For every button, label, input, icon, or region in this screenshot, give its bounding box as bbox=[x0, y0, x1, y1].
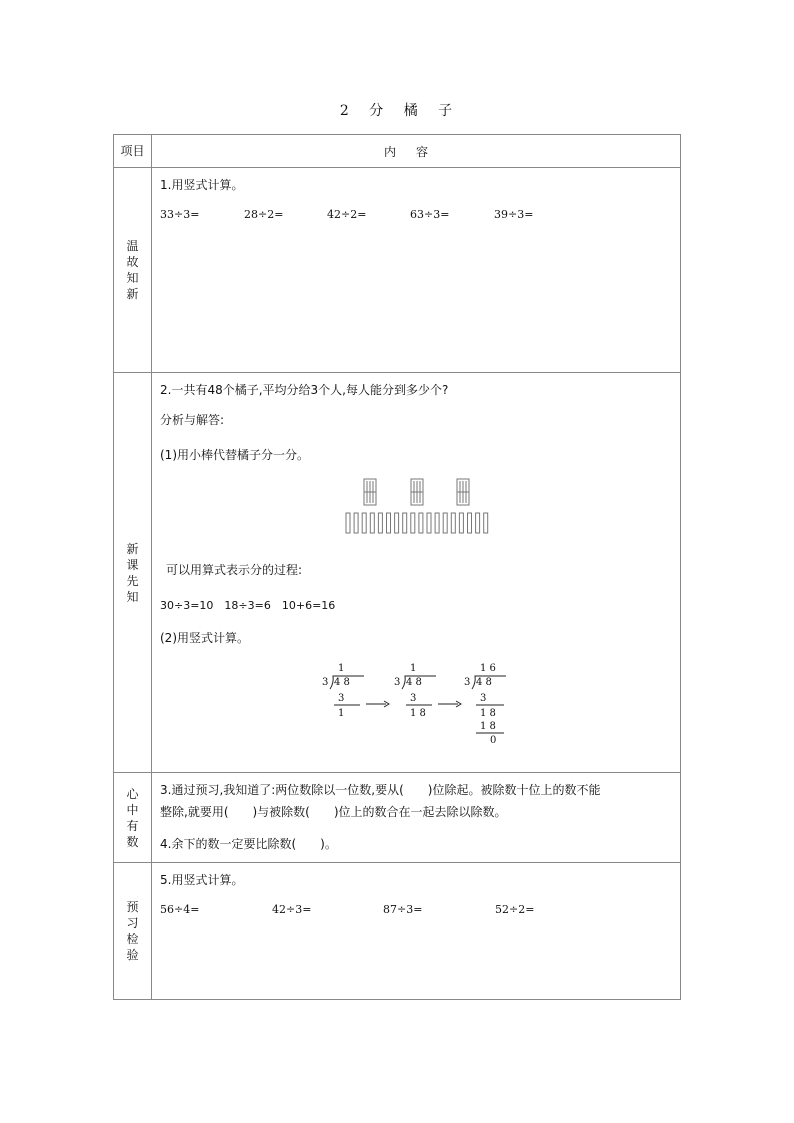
subtract: 3 bbox=[410, 693, 417, 704]
section-content bbox=[152, 863, 681, 1000]
header-content: 内容 bbox=[152, 135, 681, 168]
expr-1: 56÷4= bbox=[160, 903, 200, 916]
stick bbox=[362, 513, 366, 533]
step-1: (1)用小棒代替橘子分一分。 bbox=[160, 448, 309, 462]
long-division-b bbox=[394, 663, 454, 723]
section-label bbox=[114, 373, 152, 773]
dividend: 4 8 bbox=[406, 677, 422, 688]
stick bbox=[476, 513, 480, 533]
title-number: 2 bbox=[339, 103, 351, 119]
divisor: 3 bbox=[464, 677, 471, 688]
stick bbox=[395, 513, 399, 533]
expr-2: 42÷3= bbox=[272, 903, 312, 916]
stick bbox=[468, 513, 472, 533]
stick bbox=[370, 513, 374, 533]
remainder: 1 8 bbox=[480, 708, 496, 719]
remainder: 1 8 bbox=[410, 708, 426, 719]
quotient: 1 bbox=[338, 663, 345, 674]
question-5: 5.用竖式计算。 bbox=[160, 873, 244, 887]
title-char: 分 bbox=[369, 103, 386, 119]
question-1: 1.用竖式计算。 bbox=[160, 178, 244, 192]
section-label bbox=[114, 773, 152, 863]
section-review bbox=[114, 168, 681, 373]
stick bbox=[443, 513, 447, 533]
divisor: 3 bbox=[322, 677, 329, 688]
stick bbox=[354, 513, 358, 533]
arrow-icon bbox=[438, 697, 462, 705]
section-content bbox=[152, 168, 681, 373]
question-4: 4.余下的数一定要比除数( )。 bbox=[160, 837, 337, 851]
dividend: 4 8 bbox=[334, 677, 350, 688]
expr-3: 87÷3= bbox=[383, 903, 423, 916]
expr-5: 39÷3= bbox=[494, 208, 534, 221]
arrow-icon bbox=[366, 697, 390, 705]
title-char: 子 bbox=[438, 103, 455, 119]
division-bracket bbox=[322, 663, 382, 723]
expr-3: 42÷2= bbox=[327, 208, 367, 221]
section-content bbox=[152, 373, 681, 773]
sticks-illustration bbox=[344, 477, 494, 537]
label-review: 温故知新 bbox=[126, 239, 139, 301]
stick bbox=[451, 513, 455, 533]
stick bbox=[411, 513, 415, 533]
stick bbox=[484, 513, 488, 533]
remainder: 1 bbox=[338, 708, 345, 719]
division-bracket bbox=[464, 663, 524, 753]
subtract-2: 1 8 bbox=[480, 721, 496, 732]
long-division-c bbox=[464, 663, 524, 753]
title-char: 橘 bbox=[403, 103, 420, 119]
label-check: 预习检验 bbox=[126, 900, 139, 962]
section-content bbox=[152, 773, 681, 863]
stick bbox=[427, 513, 431, 533]
subtract: 3 bbox=[480, 693, 487, 704]
quotient: 1 6 bbox=[480, 663, 496, 674]
header-row bbox=[114, 135, 681, 168]
stick bbox=[378, 513, 382, 533]
header-item: 项目 bbox=[114, 135, 152, 168]
section-mind bbox=[114, 773, 681, 863]
question-3-line1: 3.通过预习,我知道了:两位数除以一位数,要从( )位除起。被除数十位上的数不能 bbox=[160, 783, 601, 797]
divisor: 3 bbox=[394, 677, 401, 688]
question-2: 2.一共有48个橘子,平均分给3个人,每人能分到多少个? bbox=[160, 383, 449, 397]
final-remainder: 0 bbox=[490, 735, 497, 746]
label-mind: 心中有数 bbox=[126, 786, 139, 849]
subtract: 3 bbox=[338, 693, 345, 704]
process-label: 可以用算式表示分的过程: bbox=[166, 563, 303, 577]
equations: 30÷3=10 18÷3=6 10+6=16 bbox=[160, 599, 336, 612]
section-check bbox=[114, 863, 681, 1000]
stick bbox=[435, 513, 439, 533]
quotient: 1 bbox=[410, 663, 417, 674]
stick bbox=[459, 513, 463, 533]
stick bbox=[419, 513, 423, 533]
section-label bbox=[114, 168, 152, 373]
division-bracket bbox=[394, 663, 454, 723]
analysis-label: 分析与解答: bbox=[160, 413, 225, 427]
page-title bbox=[0, 100, 794, 120]
section-new bbox=[114, 373, 681, 773]
dividend: 4 8 bbox=[476, 677, 492, 688]
step-2: (2)用竖式计算。 bbox=[160, 631, 249, 645]
question-3-line2: 整除,就要用( )与被除数( )位上的数合在一起去除以除数。 bbox=[160, 805, 507, 819]
expr-2: 28÷2= bbox=[244, 208, 284, 221]
stick bbox=[346, 513, 350, 533]
long-division-a bbox=[322, 663, 382, 723]
worksheet-table bbox=[113, 134, 681, 1000]
stick bbox=[403, 513, 407, 533]
expr-4: 63÷3= bbox=[410, 208, 450, 221]
stick bbox=[387, 513, 391, 533]
section-label bbox=[114, 863, 152, 1000]
expr-1: 33÷3= bbox=[160, 208, 200, 221]
expr-4: 52÷2= bbox=[495, 903, 535, 916]
label-new: 新课先知 bbox=[126, 541, 139, 604]
